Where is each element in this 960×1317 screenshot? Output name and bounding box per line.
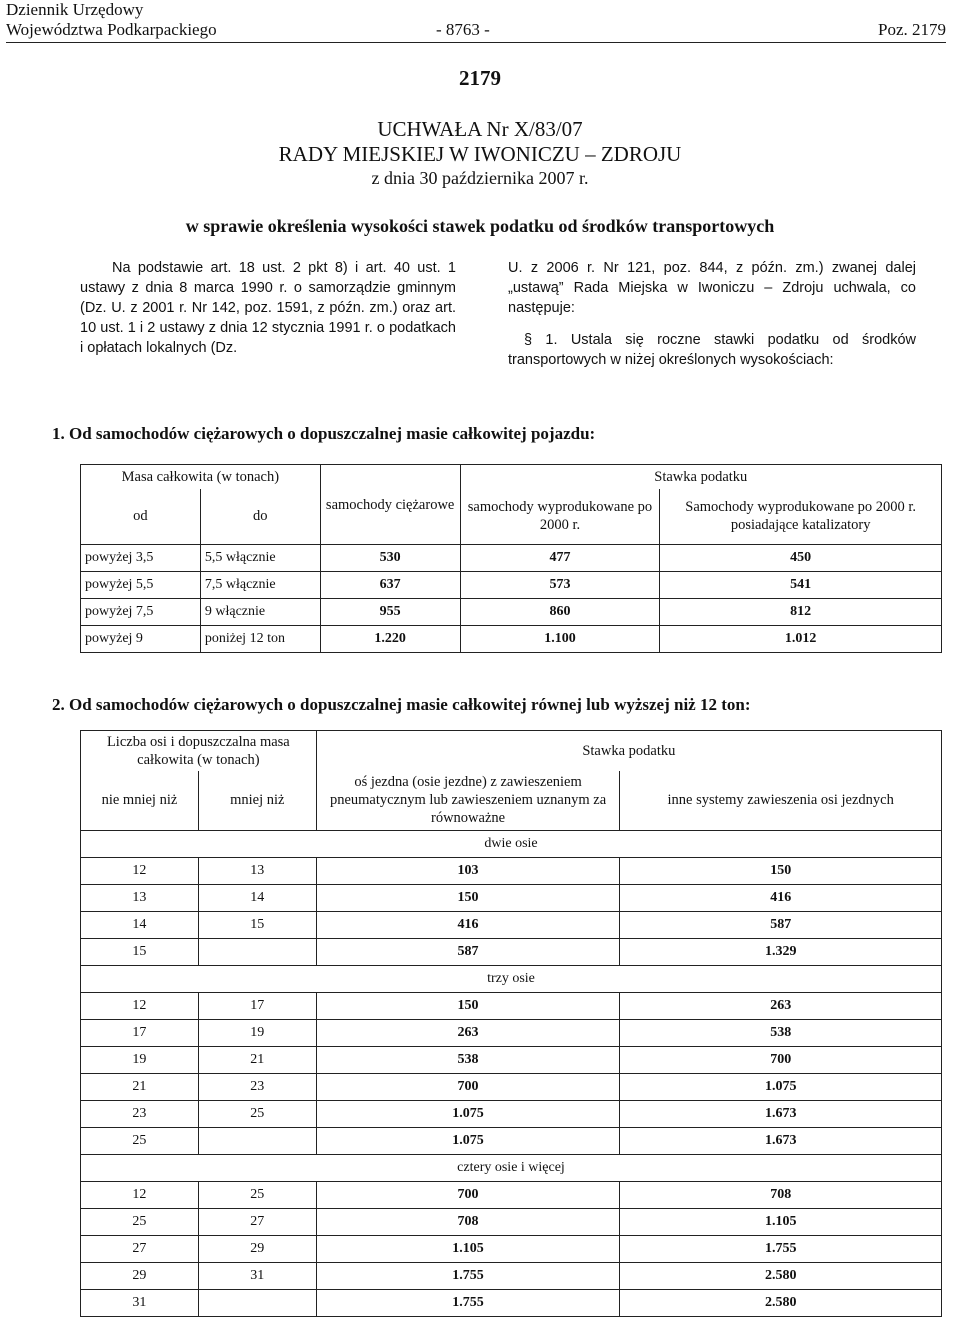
col-other-suspension: inne systemy zawieszenia osi jezdnych	[620, 771, 942, 831]
table-row	[81, 599, 942, 626]
axle-group-label: cztery osie i więcej	[81, 1155, 942, 1182]
col-max: mniej niż	[198, 771, 316, 831]
cell-other-rate: 416	[620, 885, 942, 912]
cell-max	[198, 939, 316, 966]
cell-max: 25	[198, 1101, 316, 1128]
axle-group-row	[81, 831, 942, 858]
table-row	[81, 912, 942, 939]
table-row	[81, 1020, 942, 1047]
cell-trucks-rate: 1.220	[320, 626, 460, 653]
cell-trucks-rate: 955	[320, 599, 460, 626]
cell-max: 25	[198, 1182, 316, 1209]
table-row	[81, 545, 942, 572]
cell-pneumatic-rate: 708	[316, 1209, 620, 1236]
col-axles-mass: Liczba osi i dopuszczalna masa całkowita (w tonach)	[81, 731, 317, 771]
document-number: 2179	[459, 66, 501, 90]
cell-pneumatic-rate: 1.755	[316, 1290, 620, 1317]
col-to: do	[200, 489, 320, 545]
cell-min: 21	[81, 1074, 199, 1101]
cell-from: powyżej 9	[81, 626, 201, 653]
table-row	[81, 1047, 942, 1074]
cell-from: powyżej 3,5	[81, 545, 201, 572]
cell-catalyst-rate: 450	[660, 545, 942, 572]
cell-max	[198, 1290, 316, 1317]
cell-to: 7,5 włącznie	[200, 572, 320, 599]
axle-group-row	[81, 966, 942, 993]
cell-other-rate: 263	[620, 993, 942, 1020]
cell-pneumatic-rate: 538	[316, 1047, 620, 1074]
cell-min: 27	[81, 1236, 199, 1263]
cell-pneumatic-rate: 263	[316, 1020, 620, 1047]
table-row	[81, 1182, 942, 1209]
cell-pneumatic-rate: 416	[316, 912, 620, 939]
page-number: - 8763 -	[436, 20, 490, 39]
col-produced-after-2000: samochody wyprodukowane po 2000 r.	[460, 489, 660, 545]
preamble-right-text: U. z 2006 r. Nr 121, poz. 844, z późn. zm.) zwanej dalej „ustawą” Rada Miejska w Iwoniczu – Zdroju uchwala, co następuje:	[508, 260, 916, 316]
cell-pneumatic-rate: 700	[316, 1182, 620, 1209]
cell-pneumatic-rate: 150	[316, 993, 620, 1020]
axle-group-label: trzy osie	[81, 966, 942, 993]
cell-min: 12	[81, 1182, 199, 1209]
cell-pneumatic-rate: 1.075	[316, 1128, 620, 1155]
paragraph-1: § 1. Ustala się roczne stawki podatku od środków transportowych w niżej określonych wysokościach:	[508, 332, 916, 368]
table-row	[81, 1128, 942, 1155]
cell-trucks-rate: 530	[320, 545, 460, 572]
cell-min: 31	[81, 1290, 199, 1317]
cell-max: 31	[198, 1263, 316, 1290]
col-with-catalyst: Samochody wyprodukowane po 2000 r. posiadające katalizatory	[660, 489, 942, 545]
cell-max: 27	[198, 1209, 316, 1236]
cell-other-rate: 700	[620, 1047, 942, 1074]
cell-max: 13	[198, 858, 316, 885]
preamble-left-text: Na podstawie art. 18 ust. 2 pkt 8) i art. 40 ust. 1 ustawy z dnia 8 marca 1990 r. o samorządzie gminnym (Dz. U. z 2001 r. Nr 142, poz. 1591, z późn. zm.) oraz art. 10 ust. 1 i 2 ustawy z dnia 12 stycznia 1991 r. o podatkach i opłatach lokalnych (Dz.	[80, 260, 456, 356]
table-row	[81, 939, 942, 966]
journal-name: Dziennik Urzędowy	[6, 0, 144, 19]
resolution-subject: w sprawie określenia wysokości stawek podatku od środków transportowych	[185, 216, 775, 236]
position-number: Poz. 2179	[878, 20, 946, 39]
cell-after-2000-rate: 1.100	[460, 626, 660, 653]
cell-other-rate: 708	[620, 1182, 942, 1209]
cell-pneumatic-rate: 1.755	[316, 1263, 620, 1290]
axle-group-label: dwie osie	[81, 831, 942, 858]
col-trucks: samochody ciężarowe	[320, 465, 460, 545]
cell-min: 12	[81, 993, 199, 1020]
cell-min: 12	[81, 858, 199, 885]
cell-other-rate: 587	[620, 912, 942, 939]
cell-other-rate: 1.075	[620, 1074, 942, 1101]
cell-pneumatic-rate: 587	[316, 939, 620, 966]
cell-pneumatic-rate: 700	[316, 1074, 620, 1101]
table-row	[81, 1263, 942, 1290]
section-2-heading: 2. Od samochodów ciężarowych o dopuszczalnej masie całkowitej równej lub wyższej niż 12 ton:	[52, 695, 751, 714]
table-row	[81, 1074, 942, 1101]
cell-from: powyżej 5,5	[81, 572, 201, 599]
journal-region: Województwa Podkarpackiego	[6, 20, 217, 39]
col-pneumatic: oś jezdna (osie jezdne) z zawieszeniem pneumatycznym lub zawieszeniem uznanym za równoważne	[316, 771, 620, 831]
rates-table-under-12t	[80, 464, 942, 653]
cell-catalyst-rate: 541	[660, 572, 942, 599]
cell-other-rate: 538	[620, 1020, 942, 1047]
resolution-date: z dnia 30 października 2007 r.	[371, 168, 589, 188]
cell-other-rate: 1.755	[620, 1236, 942, 1263]
table-row	[81, 885, 942, 912]
cell-max	[198, 1128, 316, 1155]
cell-pneumatic-rate: 150	[316, 885, 620, 912]
cell-pneumatic-rate: 1.105	[316, 1236, 620, 1263]
table-row	[81, 1236, 942, 1263]
table-row	[81, 1209, 942, 1236]
cell-min: 19	[81, 1047, 199, 1074]
cell-min: 17	[81, 1020, 199, 1047]
cell-other-rate: 2.580	[620, 1263, 942, 1290]
preamble-left	[80, 258, 456, 358]
cell-min: 14	[81, 912, 199, 939]
cell-to: 9 włącznie	[200, 599, 320, 626]
axle-group-row	[81, 1155, 942, 1182]
council-name: RADY MIEJSKIEJ W IWONICZU – ZDROJU	[278, 142, 682, 166]
cell-other-rate: 1.673	[620, 1101, 942, 1128]
table-row	[81, 1290, 942, 1317]
cell-min: 25	[81, 1128, 199, 1155]
cell-other-rate: 1.329	[620, 939, 942, 966]
cell-max: 29	[198, 1236, 316, 1263]
cell-min: 13	[81, 885, 199, 912]
preamble-right	[508, 258, 916, 370]
table-row	[81, 626, 942, 653]
cell-min: 25	[81, 1209, 199, 1236]
cell-catalyst-rate: 1.012	[660, 626, 942, 653]
cell-max: 23	[198, 1074, 316, 1101]
cell-to: poniżej 12 ton	[200, 626, 320, 653]
rates-table-over-12t	[80, 730, 942, 1317]
col-min: nie mniej niż	[81, 771, 199, 831]
cell-pneumatic-rate: 1.075	[316, 1101, 620, 1128]
resolution-title: UCHWAŁA Nr X/83/07	[377, 117, 583, 141]
page-header	[6, 0, 946, 43]
cell-other-rate: 1.673	[620, 1128, 942, 1155]
cell-other-rate: 1.105	[620, 1209, 942, 1236]
table-row	[81, 572, 942, 599]
cell-other-rate: 150	[620, 858, 942, 885]
col-rate: Stawka podatku	[460, 465, 941, 489]
cell-min: 29	[81, 1263, 199, 1290]
cell-trucks-rate: 637	[320, 572, 460, 599]
cell-min: 23	[81, 1101, 199, 1128]
cell-catalyst-rate: 812	[660, 599, 942, 626]
cell-max: 19	[198, 1020, 316, 1047]
cell-pneumatic-rate: 103	[316, 858, 620, 885]
col-mass: Masa całkowita (w tonach)	[81, 465, 321, 489]
cell-after-2000-rate: 860	[460, 599, 660, 626]
table-row	[81, 858, 942, 885]
cell-other-rate: 2.580	[620, 1290, 942, 1317]
section-1-heading: 1. Od samochodów ciężarowych o dopuszczalnej masie całkowitej pojazdu:	[52, 424, 596, 443]
cell-after-2000-rate: 573	[460, 572, 660, 599]
cell-max: 21	[198, 1047, 316, 1074]
cell-max: 14	[198, 885, 316, 912]
table-row	[81, 993, 942, 1020]
cell-max: 17	[198, 993, 316, 1020]
cell-to: 5,5 włącznie	[200, 545, 320, 572]
table-row	[81, 1101, 942, 1128]
col-rate-2: Stawka podatku	[316, 731, 941, 771]
col-from: od	[81, 489, 201, 545]
cell-max: 15	[198, 912, 316, 939]
cell-after-2000-rate: 477	[460, 545, 660, 572]
cell-min: 15	[81, 939, 199, 966]
cell-from: powyżej 7,5	[81, 599, 201, 626]
